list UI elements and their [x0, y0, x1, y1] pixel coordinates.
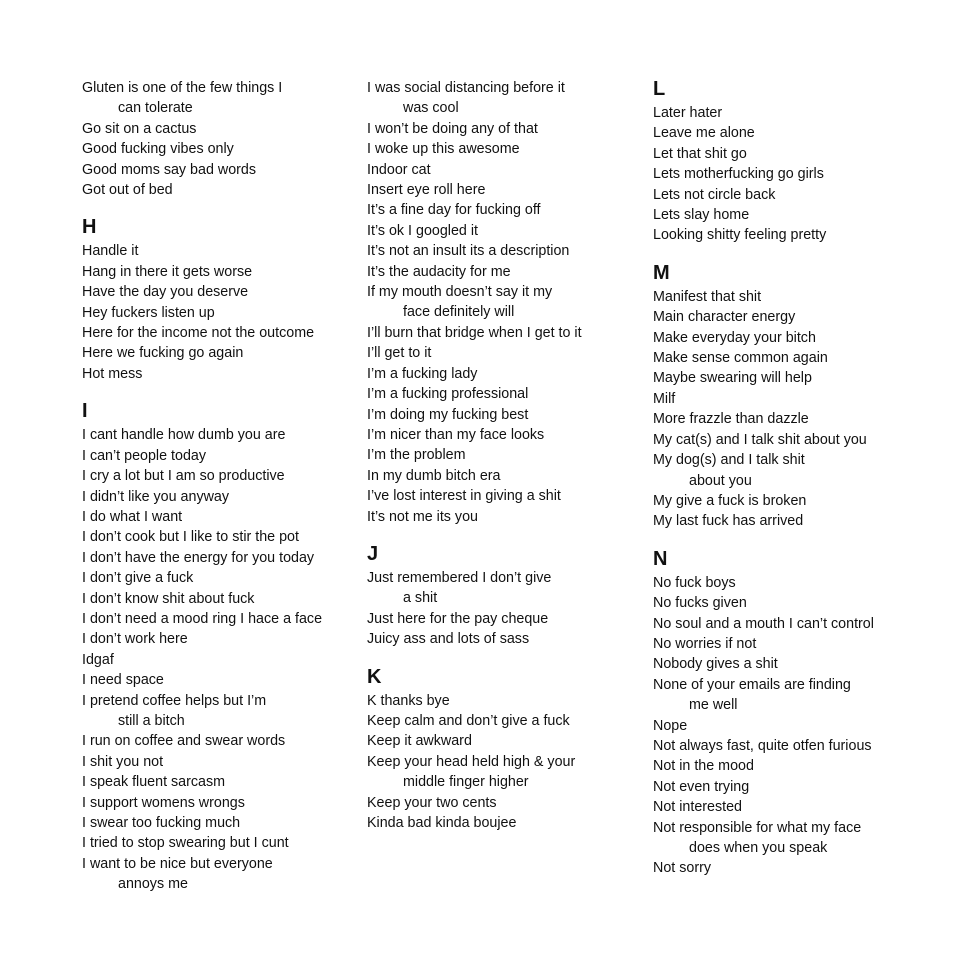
- phrase-text: Idgaf: [82, 651, 114, 668]
- phrase-item: [367, 323, 667, 343]
- phrase-item: [82, 262, 382, 282]
- phrase-item: [82, 772, 382, 792]
- phrase-text: I don’t need a mood ring I hace a face: [82, 610, 323, 627]
- phrase-item: [82, 548, 382, 568]
- section-letter-heading: K: [367, 665, 382, 688]
- phrase-text: Not in the mood: [653, 758, 754, 775]
- phrase-text: I don’t cook but I like to stir the pot: [82, 529, 299, 546]
- phrase-item: [653, 205, 953, 225]
- phrase-text: Not interested: [653, 799, 743, 816]
- phrase-item: [653, 716, 953, 736]
- phrase-text: I’m the problem: [367, 447, 466, 464]
- phrase-item: [367, 629, 667, 649]
- phrase-text: I didn’t like you anyway: [82, 488, 230, 505]
- phrase-text: I’ll get to it: [367, 345, 432, 362]
- phrase-item: [367, 466, 667, 486]
- phrase-item: [82, 629, 382, 649]
- phrase-text: Got out of bed: [82, 182, 173, 199]
- phrase-text: Leave me alone: [653, 125, 755, 142]
- phrase-text: Lets not circle back: [653, 186, 776, 203]
- phrase-item: [367, 691, 667, 711]
- phrase-text: I don’t work here: [82, 631, 188, 648]
- column-1: [82, 78, 382, 895]
- section: [653, 548, 953, 879]
- phrase-item: [367, 160, 667, 180]
- phrase-text: I won’t be doing any of that: [367, 120, 538, 137]
- phrase-text: Hey fuckers listen up: [82, 304, 215, 321]
- phrase-item: [367, 364, 667, 384]
- phrase-item: [653, 185, 953, 205]
- phrase-text: My give a fuck is broken: [653, 492, 807, 509]
- phrase-continuation: face definitely will: [403, 304, 515, 321]
- phrase-text: Keep it awkward: [367, 733, 472, 750]
- phrase-item: [82, 323, 382, 343]
- phrase-item: [653, 654, 953, 674]
- phrase-text: K thanks bye: [367, 692, 450, 709]
- phrase-item: [367, 119, 667, 139]
- phrase-text: Indoor cat: [367, 161, 431, 178]
- phrase-item: [653, 593, 953, 613]
- phrase-text: Kinda bad kinda boujee: [367, 815, 517, 831]
- section-letter-heading: J: [367, 542, 379, 565]
- phrase-text: Here for the income not the outcome: [82, 325, 315, 342]
- phrase-text: Handle it: [82, 243, 139, 260]
- phrase-text: I’ll burn that bridge when I get to it: [367, 324, 582, 341]
- phrase-text: I want to be nice but everyone: [82, 855, 273, 872]
- section-letter-heading: I: [82, 400, 88, 423]
- phrase-text: Nobody gives a shit: [653, 656, 778, 673]
- phrase-text: I can’t people today: [82, 447, 206, 464]
- phrase-item: [653, 756, 953, 776]
- phrase-item: [82, 241, 382, 261]
- phrase-item: [82, 609, 382, 629]
- phrase-item: [653, 287, 953, 307]
- column-2: [367, 78, 667, 833]
- phrase-item: [82, 650, 382, 670]
- phrase-text: I need space: [82, 672, 164, 689]
- section: [367, 78, 667, 527]
- phrase-text: I run on coffee and swear words: [82, 733, 286, 750]
- phrase-item: [653, 430, 953, 450]
- phrase-text: Not responsible for what my face: [653, 819, 862, 836]
- phrase-item: [82, 466, 382, 486]
- phrase-item: [653, 511, 953, 531]
- phrase-item: [367, 813, 667, 833]
- phrase-item: [367, 262, 667, 282]
- phrase-text: I pretend coffee helps but I’m: [82, 692, 267, 709]
- phrase-text: I don’t know shit about fuck: [82, 590, 255, 607]
- phrase-text: I’m a fucking lady: [367, 365, 478, 382]
- phrase-item: [367, 425, 667, 445]
- phrase-text: Gluten is one of the few things I: [82, 80, 283, 96]
- section: [653, 262, 953, 532]
- phrase-text: I shit you not: [82, 753, 164, 770]
- phrase-text: I don’t give a fuck: [82, 570, 194, 587]
- phrase-item: [82, 833, 382, 853]
- section-letter-heading: L: [653, 78, 666, 100]
- phrase-item: [367, 445, 667, 465]
- phrase-item: [367, 78, 667, 119]
- phrase-item: [653, 164, 953, 184]
- phrase-item: [367, 180, 667, 200]
- phrase-text: Keep your head held high & your: [367, 753, 576, 770]
- phrase-text: I tried to stop swearing but I cunt: [82, 835, 289, 852]
- phrase-text: Not even trying: [653, 778, 750, 795]
- section: [367, 543, 667, 650]
- phrase-item: [653, 736, 953, 756]
- phrase-text: Hot mess: [82, 365, 143, 382]
- phrase-item: [82, 282, 382, 302]
- phrase-item: [367, 139, 667, 159]
- section: [653, 78, 953, 246]
- phrase-item: [367, 507, 667, 527]
- phrase-continuation: a shit: [403, 590, 438, 607]
- phrase-text: I swear too fucking much: [82, 815, 241, 831]
- section-letter-heading: N: [653, 547, 668, 570]
- phrase-text: It’s ok I googled it: [367, 222, 479, 239]
- phrase-text: Just remembered I don’t give: [367, 569, 552, 586]
- phrase-continuation: about you: [689, 472, 752, 489]
- phrase-text: Go sit on a cactus: [82, 120, 197, 137]
- phrase-item: [82, 180, 382, 200]
- phrase-item: [82, 793, 382, 813]
- phrase-item: [82, 343, 382, 363]
- phrase-text: Keep your two cents: [367, 794, 497, 811]
- phrase-text: Main character energy: [653, 309, 796, 326]
- column-3: [653, 78, 953, 879]
- phrase-continuation: was cool: [403, 100, 459, 117]
- phrase-item: [653, 348, 953, 368]
- phrase-item: [367, 200, 667, 220]
- phrase-item: [653, 818, 953, 859]
- phrase-item: [367, 486, 667, 506]
- phrase-continuation: middle finger higher: [403, 774, 529, 791]
- phrase-item: [653, 614, 953, 634]
- phrase-item: [82, 78, 382, 119]
- phrase-text: More frazzle than dazzle: [653, 411, 809, 428]
- phrase-item: [82, 589, 382, 609]
- phrase-text: Make sense common again: [653, 350, 828, 367]
- phrase-item: [82, 364, 382, 384]
- phrase-item: [367, 405, 667, 425]
- phrase-continuation: still a bitch: [118, 712, 185, 729]
- phrase-item: [653, 573, 953, 593]
- phrase-text: I support womens wrongs: [82, 794, 245, 811]
- phrase-item: [82, 670, 382, 690]
- phrase-item: [367, 793, 667, 813]
- phrase-text: Good moms say bad words: [82, 161, 257, 178]
- phrase-text: It’s not me its you: [367, 508, 478, 525]
- phrase-text: My dog(s) and I talk shit: [653, 452, 805, 469]
- phrase-text: I cant handle how dumb you are: [82, 427, 286, 444]
- section: [82, 216, 382, 384]
- phrase-text: Just here for the pay cheque: [367, 610, 549, 627]
- phrase-text: I was social distancing before it: [367, 80, 565, 96]
- phrase-item: [653, 675, 953, 716]
- phrase-text: My cat(s) and I talk shit about you: [653, 431, 867, 448]
- phrase-item: [82, 119, 382, 139]
- phrase-text: Make everyday your bitch: [653, 329, 816, 346]
- phrase-text: I’m doing my fucking best: [367, 406, 529, 423]
- phrase-text: It’s the audacity for me: [367, 263, 511, 280]
- phrase-text: If my mouth doesn’t say it my: [367, 284, 553, 301]
- phrase-item: [653, 634, 953, 654]
- phrase-item: [653, 103, 953, 123]
- phrase-text: No soul and a mouth I can’t control: [653, 615, 874, 632]
- phrase-text: Maybe swearing will help: [653, 370, 812, 387]
- phrase-text: Not always fast, quite otfen furious: [653, 737, 872, 754]
- phrase-item: [653, 368, 953, 388]
- phrase-text: Lets slay home: [653, 207, 750, 224]
- phrase-item: [82, 752, 382, 772]
- phrase-text: I’m nicer than my face looks: [367, 426, 545, 443]
- phrase-text: I’ve lost interest in giving a shit: [367, 488, 561, 505]
- phrase-item: [653, 389, 953, 409]
- phrase-item: [82, 527, 382, 547]
- phrase-item: [653, 777, 953, 797]
- phrase-text: Lets motherfucking go girls: [653, 166, 824, 183]
- phrase-item: [82, 731, 382, 751]
- phrase-text: Keep calm and don’t give a fuck: [367, 712, 570, 729]
- phrase-text: I woke up this awesome: [367, 141, 520, 158]
- phrase-item: [367, 384, 667, 404]
- phrase-text: Nope: [653, 717, 688, 734]
- phrase-text: It’s a fine day for fucking off: [367, 202, 541, 219]
- phrase-item: [82, 568, 382, 588]
- phrase-text: Hang in there it gets worse: [82, 263, 253, 280]
- phrase-item: [82, 813, 382, 833]
- phrase-text: Looking shitty feeling pretty: [653, 227, 827, 244]
- phrase-continuation: does when you speak: [689, 840, 828, 856]
- phrase-text: My last fuck has arrived: [653, 513, 804, 530]
- phrase-item: [367, 343, 667, 363]
- section: [367, 666, 667, 834]
- phrase-text: No fuck boys: [653, 574, 736, 591]
- phrase-text: Have the day you deserve: [82, 284, 249, 301]
- phrase-item: [653, 225, 953, 245]
- phrase-text: Milf: [653, 390, 676, 407]
- phrase-item: [82, 446, 382, 466]
- phrase-text: No worries if not: [653, 635, 757, 652]
- phrase-item: [367, 282, 667, 323]
- section: [82, 400, 382, 894]
- phrase-item: [367, 568, 667, 609]
- phrase-item: [82, 507, 382, 527]
- phrase-item: [653, 328, 953, 348]
- phrase-text: In my dumb bitch era: [367, 467, 501, 484]
- phrase-text: Manifest that shit: [653, 288, 762, 305]
- phrase-item: [82, 691, 382, 732]
- phrase-continuation: can tolerate: [118, 100, 193, 117]
- phrase-text: No fucks given: [653, 595, 747, 612]
- phrase-text: Let that shit go: [653, 145, 747, 162]
- section-letter-heading: H: [82, 216, 97, 239]
- phrase-text: Later hater: [653, 105, 723, 121]
- phrase-item: [653, 409, 953, 429]
- phrase-text: I’m a fucking professional: [367, 386, 529, 403]
- phrase-item: [367, 241, 667, 261]
- phrase-item: [367, 711, 667, 731]
- phrase-text: Good fucking vibes only: [82, 141, 234, 158]
- phrase-text: Juicy ass and lots of sass: [367, 631, 530, 648]
- phrase-continuation: annoys me: [118, 876, 188, 893]
- phrase-text: I do what I want: [82, 508, 183, 525]
- phrase-item: [82, 487, 382, 507]
- phrase-item: [653, 307, 953, 327]
- phrase-item: [653, 491, 953, 511]
- phrase-continuation: me well: [689, 697, 738, 714]
- phrase-item: [653, 450, 953, 491]
- phrase-text: None of your emails are finding: [653, 676, 851, 693]
- phrase-item: [653, 144, 953, 164]
- phrase-text: I cry a lot but I am so productive: [82, 468, 285, 485]
- phrase-item: [367, 752, 667, 793]
- phrase-item: [82, 160, 382, 180]
- phrase-item: [367, 731, 667, 751]
- phrase-item: [82, 425, 382, 445]
- phrase-item: [653, 797, 953, 817]
- phrase-item: [367, 221, 667, 241]
- phrase-text: Insert eye roll here: [367, 182, 486, 199]
- section: [82, 78, 382, 200]
- phrase-item: [653, 858, 953, 878]
- section-letter-heading: M: [653, 261, 670, 284]
- phrase-text: It’s not an insult its a description: [367, 243, 570, 260]
- phrase-item: [82, 139, 382, 159]
- phrase-text: Not sorry: [653, 860, 711, 877]
- phrase-item: [653, 123, 953, 143]
- phrase-text: Here we fucking go again: [82, 345, 244, 362]
- phrase-text: I don’t have the energy for you today: [82, 549, 315, 566]
- phrase-item: [82, 854, 382, 895]
- phrase-text: I speak fluent sarcasm: [82, 774, 226, 791]
- phrase-item: [82, 303, 382, 323]
- phrase-item: [367, 609, 667, 629]
